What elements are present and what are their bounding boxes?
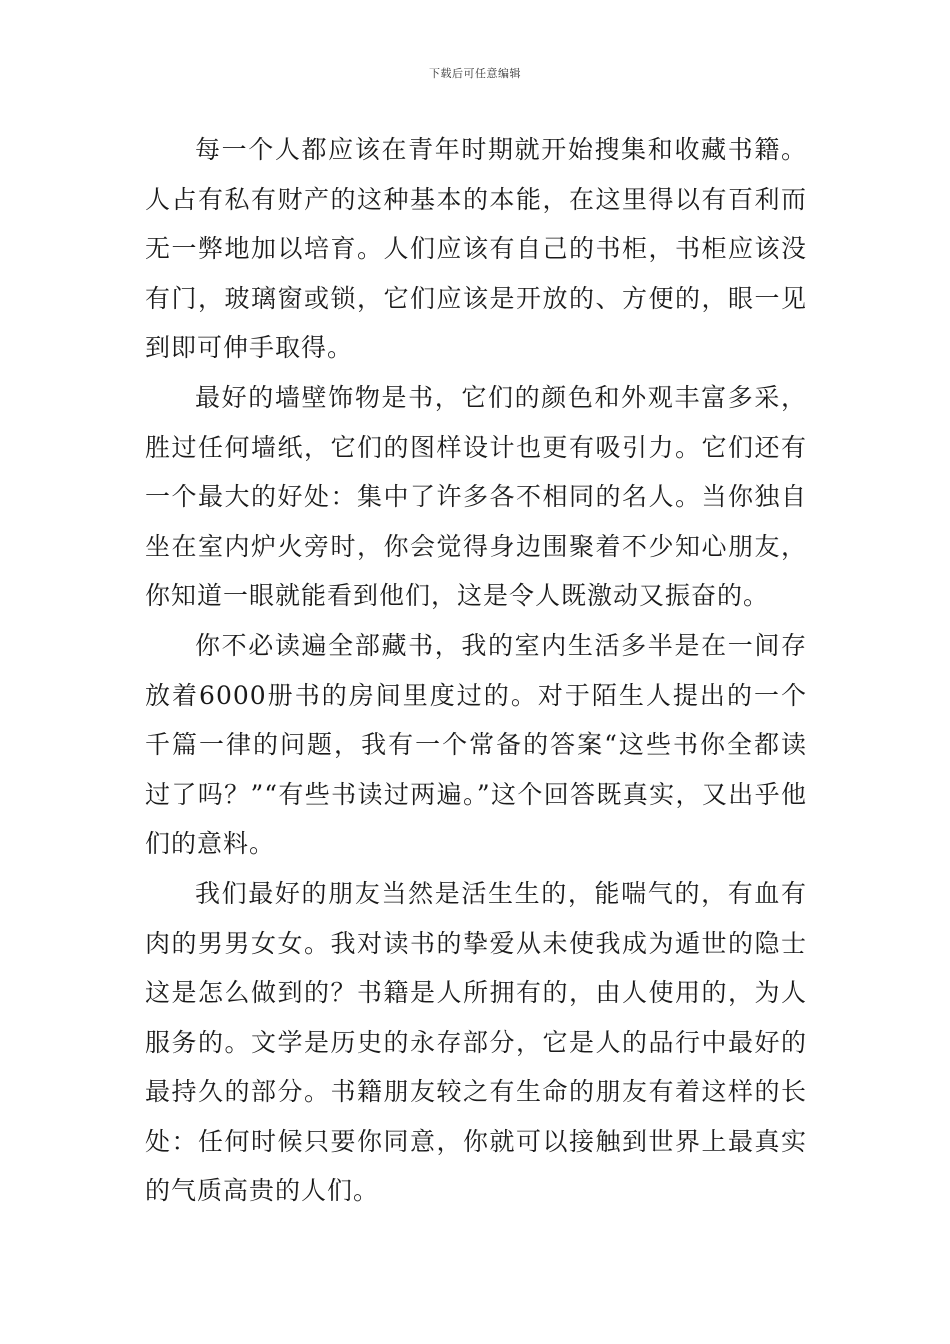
- document-body: [145, 125, 807, 1216]
- header-note: 下载后可任意编辑: [429, 67, 521, 80]
- paragraph-1: 每一个人都应该在青年时期就开始搜集和收藏书籍。人占有私有财产的这种基本的本能，在这里得以有百利而无一弊地加以培育。人们应该有自己的书柜，书柜应该没有门，玻璃窗或锁，它们应该是开放的、方便的，眼一见到即可伸手取得。: [145, 135, 807, 363]
- paragraph-3: 你不必读遍全部藏书，我的室内生活多半是在一间存放着6000册书的房间里度过的。对于陌生人提出的一个千篇一律的问题，我有一个常备的答案“这些书你全都读过了吗？”“有些书读过两遍。”这个回答既真实，又出乎他们的意料。: [145, 630, 807, 859]
- paragraph-4: 我们最好的朋友当然是活生生的，能喘气的，有血有肉的男男女女。我对读书的挚爱从未使我成为遁世的隐士这是怎么做到的？书籍是人所拥有的，由人使用的，为人服务的。文学是历史的永存部分，它是人的品行中最好的最持久的部分。书籍朋友较之有生命的朋友有着这样的长处：任何时候只要你同意，你就可以接触到世界上最真实的气质高贵的人们。: [145, 878, 807, 1206]
- paragraph-2: 最好的墙壁饰物是书，它们的颜色和外观丰富多采，胜过任何墙纸，它们的图样设计也更有吸引力。它们还有一个最大的好处：集中了许多各不相同的名人。当你独自坐在室内炉火旁时，你会觉得身边围聚着不少知心朋友，你知道一眼就能看到他们，这是令人既激动又振奋的。: [145, 382, 807, 611]
